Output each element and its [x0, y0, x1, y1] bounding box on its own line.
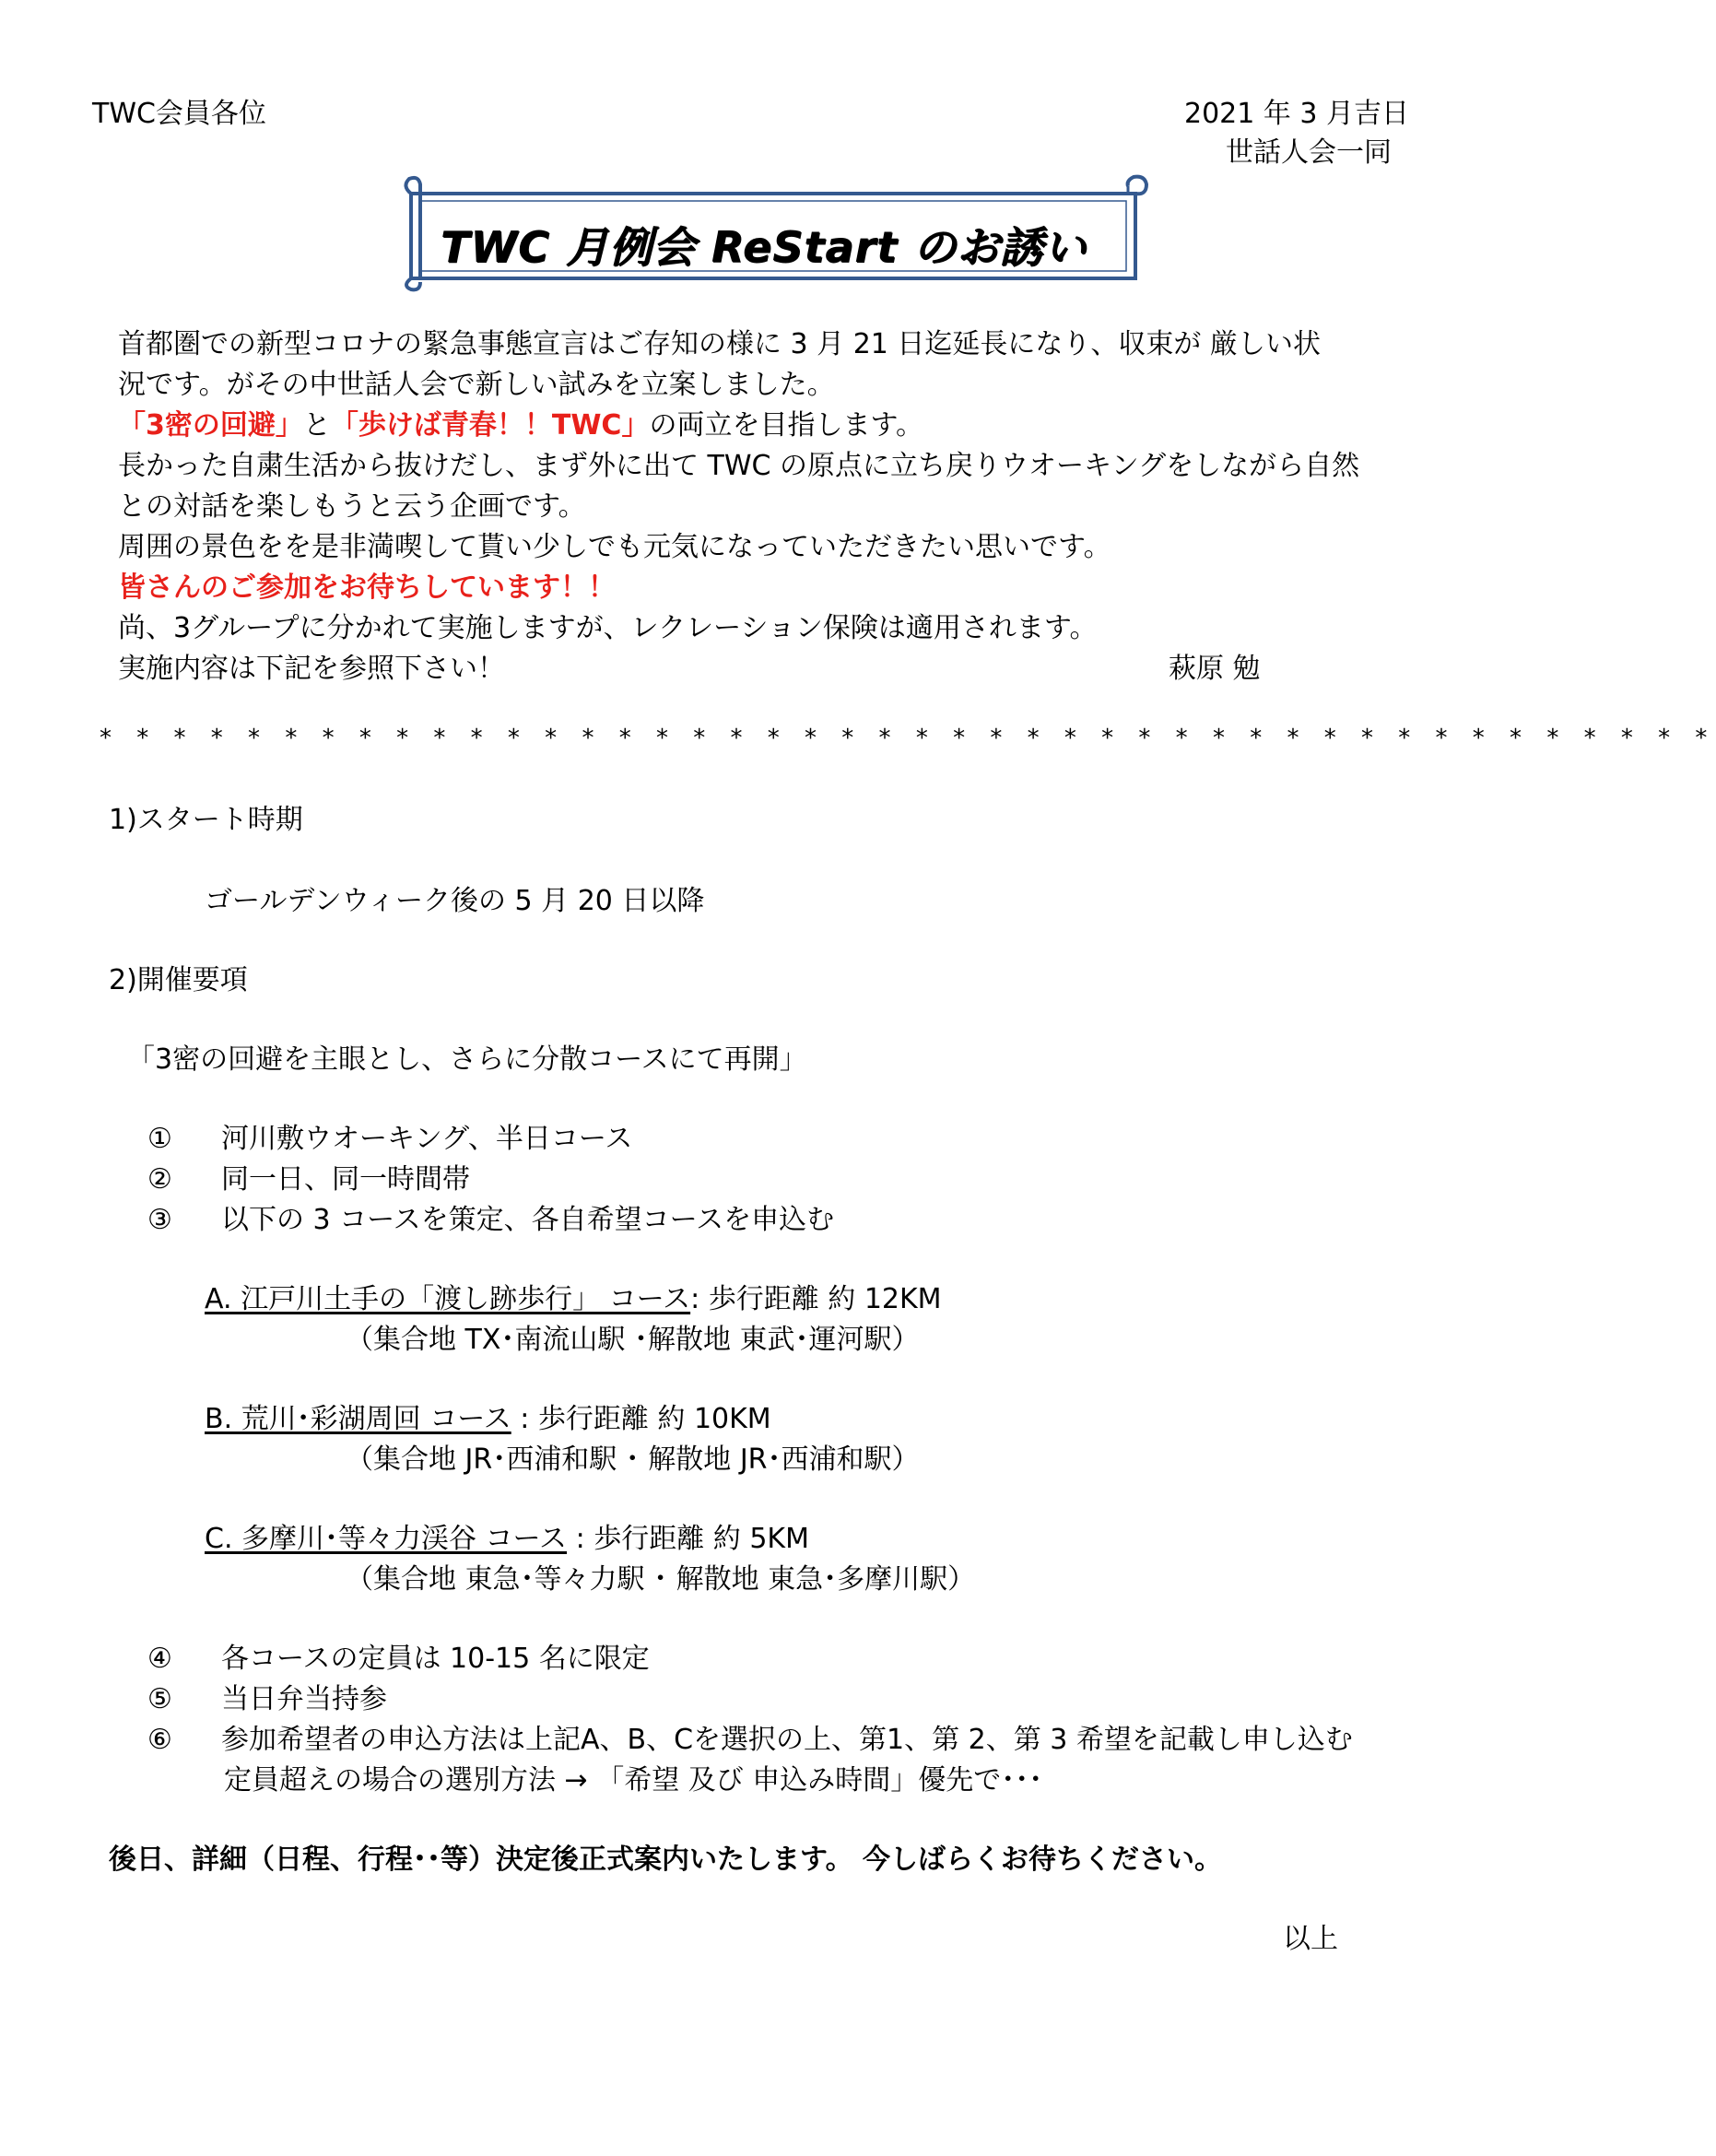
item-text: 同一日、同一時間帯: [221, 1163, 470, 1196]
section-2-heading: 2)開催要項: [109, 964, 248, 996]
intro-joiner: と: [302, 409, 331, 442]
item-mark: ①: [147, 1123, 172, 1155]
highlight-avoid-3c: 「3密の回避」: [118, 409, 303, 442]
end-mark: 以上: [1283, 1923, 1338, 1955]
selection-note: 定員超えの場合の選別方法 → 「希望 及び 申込み時間」優先で･･･: [224, 1764, 1043, 1797]
document-date: 2021 年 3 月吉日: [1184, 98, 1410, 130]
course-c-meeting: （集合地 東急･等々力駅 ･ 解散地 東急･多摩川駅）: [346, 1563, 976, 1596]
course-a-distance: : 歩行距離 約 12KM: [690, 1283, 942, 1315]
intro-line-2: 況です。がその中世話人会で新しい試みを立案しました。: [118, 369, 835, 401]
item-mark: ③: [147, 1204, 172, 1236]
addressee: TWC会員各位: [92, 98, 266, 130]
list-item: [147, 1683, 387, 1716]
item-mark: ④: [147, 1643, 172, 1675]
intro-line-4: 長かった自粛生活から抜けだし、まず外に出て TWC の原点に立ち戻りウオーキングをしながら自然: [118, 450, 1360, 482]
item-mark: ⑤: [147, 1683, 172, 1715]
intro-line-1: 首都圏での新型コロナの緊急事態宣言はご存知の様に 3 月 21 日迄延長になり、収束が 厳しい状: [118, 328, 1321, 360]
list-item: [147, 1163, 470, 1196]
list-item: [147, 1123, 632, 1156]
item-text: 以下の 3 コースを策定、各自希望コースを申込む: [221, 1204, 835, 1236]
participation-call: 皆さんのご参加をお待ちしています！！: [118, 571, 616, 604]
intro-line-8: 尚、3グループに分かれて実施しますが、レクレーション保険は適用されます。: [118, 612, 1098, 644]
course-c: [205, 1523, 809, 1556]
signature: 萩原 勉: [1169, 653, 1261, 685]
course-c-distance: : 歩行距離 約 5KM: [567, 1523, 809, 1555]
course-a-name: A. 江戸川土手の「渡し跡歩行」 コース: [205, 1283, 691, 1315]
section-1-body: ゴールデンウィーク後の 5 月 20 日以降: [205, 885, 705, 917]
intro-line-3-tail: の両立を目指します。: [649, 409, 924, 442]
item-text: 当日弁当持参: [221, 1683, 387, 1715]
course-c-name: C. 多摩川･等々力渓谷 コース: [205, 1523, 568, 1555]
banner-title: TWC 月例会 ReStart のお誘い: [441, 222, 1087, 272]
intro-line-9: 実施内容は下記を参照下さい！: [118, 653, 505, 685]
course-b-name: B. 荒川･彩湖周回 コース: [205, 1403, 511, 1435]
list-item: [147, 1204, 834, 1237]
list-item: [147, 1724, 1353, 1757]
list-item: [147, 1643, 650, 1676]
course-a-meeting: （集合地 TX･南流山駅 ･解散地 東武･運河駅）: [346, 1324, 920, 1356]
course-b: [205, 1403, 771, 1436]
intro-line-5: との対話を楽しもうと云う企画です。: [118, 490, 586, 523]
item-text: 各コースの定員は 10-15 名に限定: [221, 1643, 650, 1675]
intro-line-6: 周囲の景色をを是非満喫して貰い少しでも元気になっていただきたい思いです。: [118, 531, 1111, 563]
course-a: [205, 1283, 942, 1316]
item-mark: ②: [147, 1163, 172, 1196]
item-text: 参加希望者の申込方法は上記A、B、Cを選択の上、第1、第 2、第 3 希望を記載し申し込む: [221, 1724, 1353, 1756]
closing-note: 後日、詳細（日程、行程･･等）決定後正式案内いたします。 今しばらくお待ちください。: [109, 1844, 1223, 1876]
section-2-motto: 「3密の回避を主眼とし、さらに分散コースにて再開」: [127, 1043, 807, 1076]
course-b-meeting: （集合地 JR･西浦和駅 ･ 解散地 JR･西浦和駅）: [346, 1443, 920, 1476]
section-1-heading: 1)スタート時期: [109, 804, 303, 836]
course-b-distance: : 歩行距離 約 10KM: [511, 1403, 771, 1435]
sender: 世話人会一同: [1226, 136, 1392, 169]
highlight-slogan: 「歩けば青春！！TWC」: [330, 409, 650, 442]
item-text: 河川敷ウオーキング、半日コース: [221, 1123, 633, 1155]
item-mark: ⑥: [147, 1724, 172, 1756]
star-divider: * * * * * * * * * * * * * * * * * * * * * * * * * * * * * * * * * * * * * * * * * * * *: [100, 725, 1716, 752]
intro-line-3: [118, 409, 923, 442]
